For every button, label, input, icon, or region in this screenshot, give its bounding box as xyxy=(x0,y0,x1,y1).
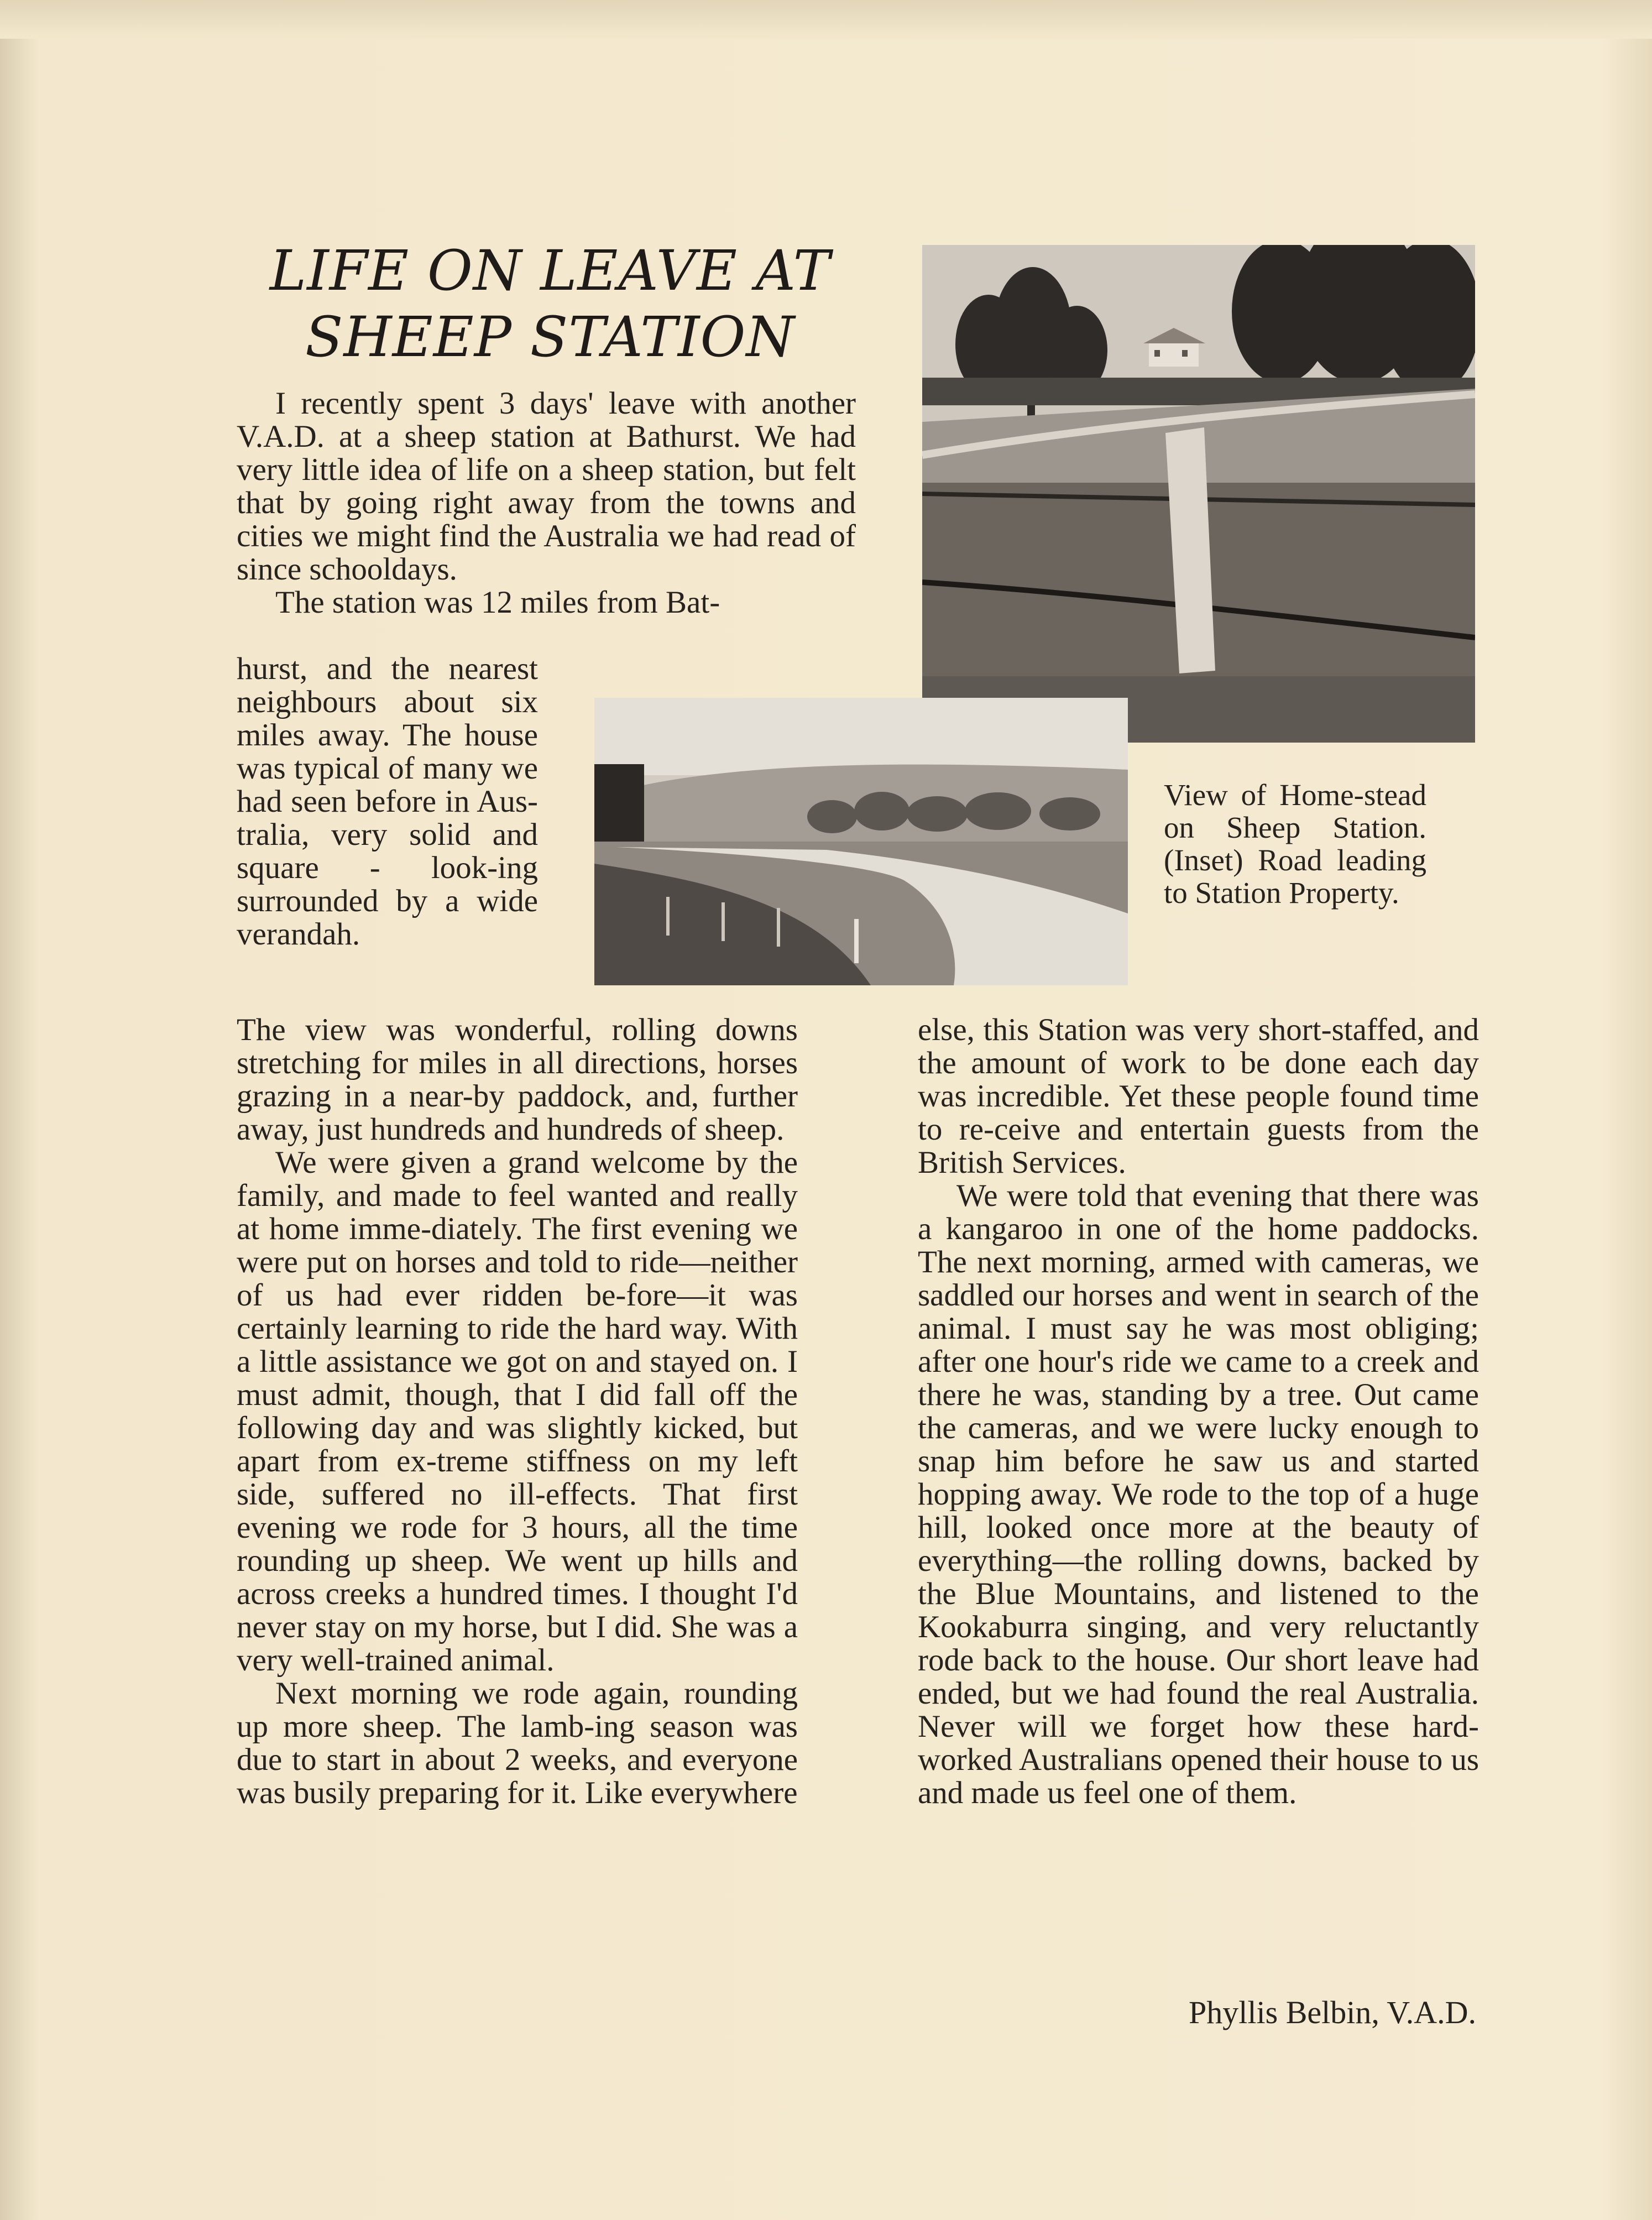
title-line-2: SHEEP STATION xyxy=(305,305,795,369)
road-inset-photo xyxy=(594,698,1128,985)
welcome-paragraph: We were given a grand welcome by the family, and made to feel wanted and really at home imme-diately. The first evening we were put on horses and told to ride—neither of us had ever ridden be-fore—it was certainly learning to ride the hard way. With a little assistance we got on and stayed on. I must admit, though, that I did fall off the following day and was slightly kicked, but apart from ex-treme stiffness on my left side, suffered no ill-effects. That first evening we rode for 3 hours, all the time rounding up sheep. We went up hills and across creeks a hundred times. I thought I'd never stay on my horse, but I did. She was a very well-trained animal. xyxy=(237,1145,798,1678)
right-column xyxy=(918,1014,1479,1810)
left-column-lower xyxy=(237,1014,798,1810)
station-paragraph: hurst, and the nearest neighbours about six miles away. The house was typical of many we had seen before in Aus-tralia, very solid and square - look-ing surrounded by a wide verandah. xyxy=(237,651,538,952)
homestead-photo xyxy=(922,245,1475,743)
next-morning-paragraph: Next morning we rode again, rounding up more sheep. The lamb-ing season was due to start in about 2 weeks, and everyone was busily preparing for it. Like everywhere xyxy=(237,1676,798,1810)
author-signature: Phyllis Belbin, V.A.D. xyxy=(1189,1994,1476,2030)
title-line-1: LIFE ON LEAVE AT xyxy=(269,238,831,303)
intro-paragraph: I recently spent 3 days' leave with another V.A.D. at a sheep station at Bathurst. We had very little idea of life on a sheep station, but felt that by going right away from the towns and cities we might find the Australia we had read of since schooldays. xyxy=(237,386,856,587)
right-paragraph-2: We were told that evening that there was a kangaroo in one of the home paddocks. The next morning, armed with cameras, we saddled our horses and went in search of the animal. I must say he was most obliging; after one hour's ride we came to a creek and there he was, standing by a tree. Out came the cameras, and we were lucky enough to snap him before he saw us and started hopping away. We rode to the top of a huge hill, looked once more at the beauty of everything—the rolling downs, backed by the Blue Mountains, and listened to the Kookaburra singing, and very reluctantly rode back to the house. Our short leave had ended, but we had found the real Australia. Never will we forget how these hard-worked Australians opened their house to us and made us feel one of them. xyxy=(918,1178,1479,1810)
station-first-line: The station was 12 miles from Bat- xyxy=(275,585,720,620)
right-paragraph-1: else, this Station was very short-staffed, and the amount of work to be done each day was incredible. Yet these people found time to re-ceive and entertain guests from the British Services. xyxy=(918,1012,1479,1180)
view-paragraph: The view was wonderful, rolling downs stretching for miles in all directions, horses grazing in a near-by paddock, and, further away, just hundreds and hundreds of sheep. xyxy=(237,1012,798,1147)
intro-block xyxy=(237,387,856,619)
photo-caption: View of Home-stead on Sheep Station. (Inset) Road leading to Station Property. xyxy=(1164,778,1426,910)
article-title xyxy=(232,238,868,370)
station-wrap-block xyxy=(237,652,538,951)
